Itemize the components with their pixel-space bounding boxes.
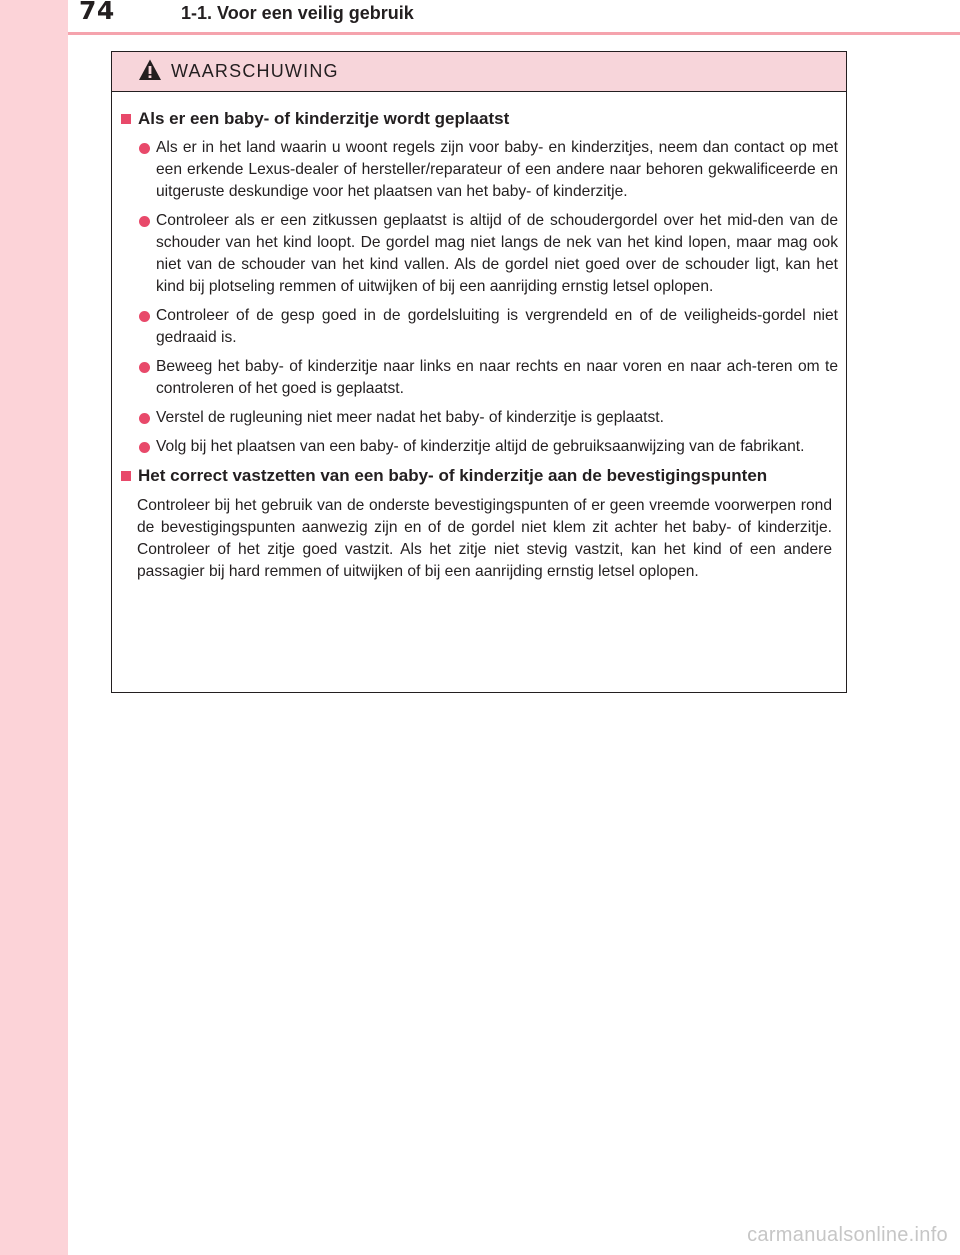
warning-content [112,92,846,583]
bullet-text: Als er in het land waarin u woont regels zijn voor baby- en kinderzitjes, neem dan contact op met een erkende Lexus-dealer of hersteller/reparateur of een andere naar behoren gekwalificeerde en uitgeruste deskundige voor het plaatsen van het baby- of kinderzitje. [156,139,838,200]
bullet-item [112,407,838,429]
header-rule [68,32,960,35]
bullet-item [112,210,838,298]
section-heading-text: Als er een baby- of kinderzitje wordt geplaatst [138,109,510,128]
circle-bullet-icon [139,442,150,453]
section-paragraph: Controleer bij het gebruik van de onderste bevestigingspunten of er geen vreemde voorwerpen rond de bevestigingspunten aanwezig zijn en of de gordel niet klem zit achter het baby- of kinderzitje. Controleer of het zitje goed vastzit. Als het zitje niet stevig vastzit, kan het kind of een andere passagier bij hard remmen of uitwijken of bij een aanrijding ernstig letsel oplopen. [137,497,832,580]
bullet-text: Controleer als er een zitkussen geplaatst is altijd of de schoudergordel over het mid-den van de schouder van het kind loopt. De gordel mag niet langs de nek van het kind lopen, maar mag ook niet van de schouder van het kind vallen. Als de gordel niet goed over de schouder ligt, kan het kind bij plotseling remmen of uitwijken of bij een aanrijding ernstig letsel oplopen. [156,212,838,295]
bullet-item [112,305,838,349]
watermark: carmanualsonline.info [747,1224,948,1246]
bullet-text: Volg bij het plaatsen van een baby- of kinderzitje altijd de gebruiksaanwijzing van de fabrikant. [156,438,805,455]
side-band [0,0,68,1255]
section-heading-text: Het correct vastzetten van een baby- of kinderzitje aan de bevestigingspunten [138,466,768,485]
circle-bullet-icon [139,413,150,424]
square-bullet-icon [121,471,131,481]
bullet-text: Verstel de rugleuning niet meer nadat het baby- of kinderzitje is geplaatst. [156,409,664,426]
bullet-item [112,356,838,400]
warning-header [112,52,846,92]
circle-bullet-icon [139,311,150,322]
bullet-text: Controleer of de gesp goed in de gordelsluiting is vergrendeld en of de veiligheids-gordel niet gedraaid is. [156,307,838,346]
square-bullet-icon [121,114,131,124]
bullet-text: Beweeg het baby- of kinderzitje naar links en naar rechts en naar voren en naar ach-teren om te controleren of het goed is geplaatst. [156,358,838,397]
warning-triangle-icon [138,58,162,82]
circle-bullet-icon [139,143,150,154]
section-title: 1-1. Voor een veilig gebruik [181,3,414,23]
circle-bullet-icon [139,216,150,227]
circle-bullet-icon [139,362,150,373]
bullet-item [112,436,838,458]
bullet-item [112,137,838,203]
section-heading [112,465,838,487]
section-heading [112,108,838,130]
page-number: 74 [79,0,115,25]
warning-box [111,51,847,693]
warning-title: WAARSCHUWING [171,61,339,81]
